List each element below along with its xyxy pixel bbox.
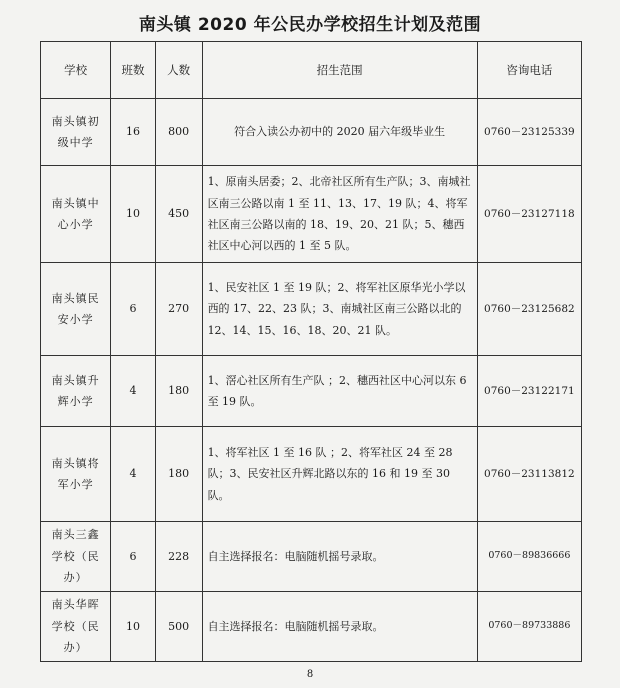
student-count: 180: [155, 356, 202, 427]
enrollment-table: [40, 41, 582, 662]
page-title: 南头镇 2020 年公民办学校招生计划及范围: [138, 15, 482, 35]
student-count: 180: [155, 427, 202, 522]
enrollment-range: 符合入读公办初中的 2020 届六年级毕业生: [202, 99, 477, 166]
enrollment-range: 1、民安社区 1 至 19 队；2、将军社区原华光小学以西的 17、22、23 队；3、南城社区南三公路以北的 12、14、15、16、18、20、21 队。: [202, 263, 477, 356]
table-row: [41, 592, 582, 662]
class-count: 6: [111, 522, 155, 592]
enrollment-range: 1、滘心社区所有生产队 ；2、穗西社区中心河以东 6 至 19 队。: [202, 356, 477, 427]
header-phone: 咨询电话: [477, 42, 581, 99]
table-row: [41, 522, 582, 592]
phone-number: 0760－89733886: [477, 592, 581, 662]
table-row: [41, 166, 582, 263]
phone-number: 0760－89836666: [477, 522, 581, 592]
class-count: 10: [111, 592, 155, 662]
school-name: 南头镇初级中学: [41, 99, 111, 166]
school-name: 南头镇中心小学: [41, 166, 111, 263]
phone-number: 0760－23125339: [477, 99, 581, 166]
enrollment-range: 自主选择报名：电脑随机摇号录取。: [202, 522, 477, 592]
header-range: 招生范围: [202, 42, 477, 99]
student-count: 228: [155, 522, 202, 592]
school-name: 南头镇将军小学: [41, 427, 111, 522]
table-row: [41, 356, 582, 427]
school-name: 南头三鑫学校（民办）: [41, 522, 111, 592]
class-count: 16: [111, 99, 155, 166]
school-name: 南头华晖学校（民办）: [41, 592, 111, 662]
student-count: 500: [155, 592, 202, 662]
class-count: 4: [111, 427, 155, 522]
class-count: 4: [111, 356, 155, 427]
class-count: 6: [111, 263, 155, 356]
phone-number: 0760－23127118: [477, 166, 581, 263]
table-row: [41, 263, 582, 356]
student-count: 450: [155, 166, 202, 263]
student-count: 800: [155, 99, 202, 166]
phone-number: 0760－23113812: [477, 427, 581, 522]
enrollment-range: 1、将军社区 1 至 16 队 ；2、将军社区 24 至 28 队；3、民安社区升辉北路以东的 16 和 19 至 30 队。: [202, 427, 477, 522]
phone-number: 0760－23122171: [477, 356, 581, 427]
page-number: 8: [306, 669, 314, 680]
header-classes: 班数: [111, 42, 155, 99]
phone-number: 0760－23125682: [477, 263, 581, 356]
class-count: 10: [111, 166, 155, 263]
enrollment-range: 1、原南头居委；2、北帝社区所有生产队；3、南城社区南三公路以南 1 至 11、13、17、19 队；4、将军社区南三公路以南的 18、19、20、21 队；5、穗西社区中心河以西的 1 至 5 队。: [202, 166, 477, 263]
table-row: [41, 427, 582, 522]
table-header-row: [41, 42, 582, 99]
student-count: 270: [155, 263, 202, 356]
school-name: 南头镇升辉小学: [41, 356, 111, 427]
enrollment-range: 自主选择报名：电脑随机摇号录取。: [202, 592, 477, 662]
table-row: [41, 99, 582, 166]
header-school: 学校: [41, 42, 111, 99]
header-students: 人数: [155, 42, 202, 99]
school-name: 南头镇民安小学: [41, 263, 111, 356]
